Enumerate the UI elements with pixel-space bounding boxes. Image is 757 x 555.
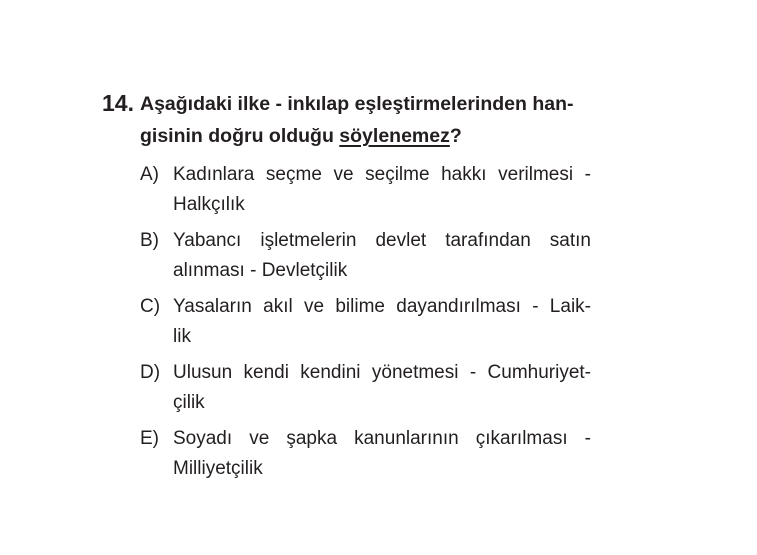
option-text-line-2: lik: [173, 326, 191, 347]
option-text-line-1: Soyadı ve şapka kanunlarının çıkarılması -: [173, 428, 591, 449]
question-block: [102, 88, 622, 490]
option-letter: C): [140, 296, 161, 317]
question-mark: ?: [449, 125, 462, 147]
option-d[interactable]: [140, 358, 591, 418]
option-letter: D): [140, 362, 161, 383]
question-stem: [102, 88, 622, 152]
option-c[interactable]: [140, 292, 591, 352]
option-e[interactable]: [140, 424, 591, 484]
answer-options: [102, 160, 622, 484]
option-a[interactable]: [140, 160, 591, 220]
question-stem-line-1: Aşağıdaki ilke - inkılap eşleştirmelerinden han-: [140, 93, 574, 115]
option-text-line-1: Yasaların akıl ve bilime dayandırılması - Laik-: [173, 296, 591, 317]
option-text-line-1: Ulusun kendi kendini yönetmesi - Cumhuriyet-: [173, 362, 591, 383]
question-number: 14.: [102, 90, 134, 116]
option-b[interactable]: [140, 226, 591, 286]
option-letter: E): [140, 428, 159, 449]
option-text-line-2: çilik: [173, 392, 205, 413]
option-text-line-2: alınması - Devletçilik: [173, 260, 348, 281]
option-text-line-1: Yabancı işletmelerin devlet tarafından satın: [173, 230, 591, 251]
option-text-line-1: Kadınlara seçme ve seçilme hakkı verilmesi -: [173, 164, 591, 185]
option-text-line-2: Halkçılık: [173, 194, 245, 215]
option-text-line-2: Milliyetçilik: [173, 458, 263, 479]
question-stem-line-2: [140, 120, 622, 152]
question-stem-text: gisinin doğru olduğu: [140, 125, 340, 147]
option-letter: B): [140, 230, 159, 251]
option-letter: A): [140, 164, 159, 185]
question-emphasis: söylenemez: [339, 125, 450, 147]
